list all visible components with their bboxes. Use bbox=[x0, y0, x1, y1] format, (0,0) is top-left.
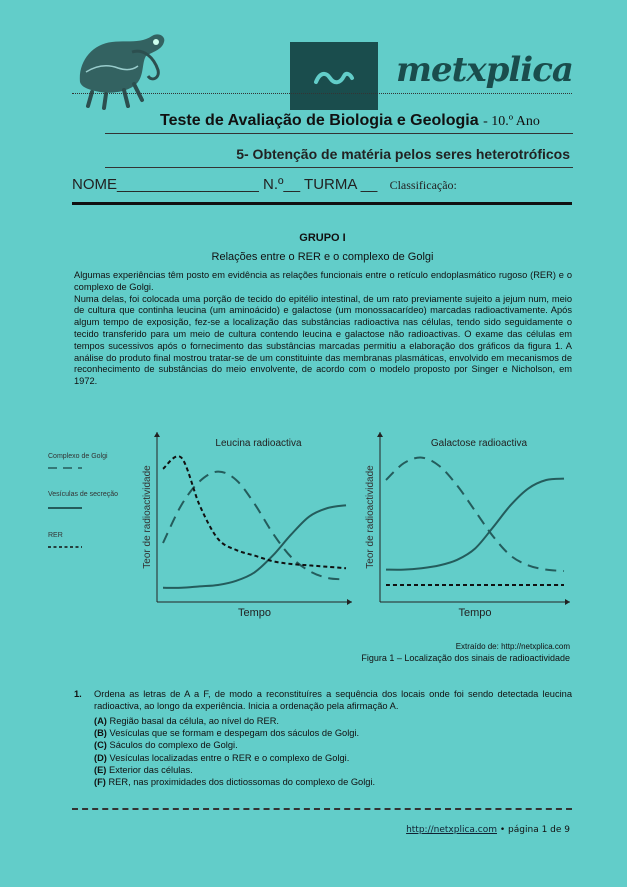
figure-source: Extraído de: http://netxplica.com bbox=[455, 642, 570, 651]
option-item bbox=[94, 764, 572, 776]
option-text: RER, nas proximidades dos dictiossomas do complexo de Golgi. bbox=[108, 777, 376, 788]
chart-title: Leucina radioactiva bbox=[215, 438, 302, 449]
figure-1 bbox=[40, 420, 600, 630]
option-item bbox=[94, 739, 572, 751]
classification-label: Classificação: bbox=[389, 178, 457, 192]
page-number: • página 1 de 9 bbox=[499, 825, 570, 835]
y-axis-arrow bbox=[377, 432, 383, 437]
option-text: Vesículas que se formam e despegam dos sáculos de Golgi. bbox=[109, 728, 360, 739]
option-letter: (F) bbox=[94, 777, 106, 788]
y-axis-arrow bbox=[154, 432, 160, 437]
legend-label-vesicles: Vesículas de secreção bbox=[48, 491, 119, 498]
series-line-dashed bbox=[386, 458, 564, 571]
x-axis-label: Tempo bbox=[458, 607, 492, 619]
title-year: - 10.º Ano bbox=[483, 114, 540, 129]
legend-label-rer: RER bbox=[48, 532, 63, 539]
option-item bbox=[94, 715, 572, 727]
group-title: GRUPO I bbox=[299, 232, 346, 244]
option-text: Vesículas localizadas entre o RER e o complexo de Golgi. bbox=[109, 752, 350, 763]
document-title bbox=[160, 112, 540, 130]
intro-paragraph: Numa delas, foi colocada uma porção de tecido do epitélio intestinal, de um rato previamente sujeito a jejum num, meio de cultura que continha leucina (um aminoácido) e galactose (um monossacarídeo) marcadas radioactivamente. Após algum tempo de exposição, fez-se a localização das substâncias radioactiva nas células, tendo sido seguidamente o tecido transferido para um meio de cultura contendo leucina e galactose não radioactivas. O exame das células em tempos sucessivos após o fornecimento das substâncias marcadas permitiu a elaboração dos gráficos da figura 1. A análise do produto final mostrou tratar-se de um constituinte das membranas plasmáticas, envolvido em mecanismos de reconhecimento de substâncias do meio envolvente, de acordo com o modelo proposto por Singer e Nicholson, em 1972. bbox=[74, 293, 572, 387]
figure-caption: Figura 1 – Localização dos sinais de radioactividade bbox=[361, 653, 570, 663]
y-axis-label: Teor de radioactividade bbox=[142, 465, 153, 569]
section-title: Relações entre o RER e o complexo de Golgi bbox=[211, 251, 434, 263]
chart-title: Galactose radioactiva bbox=[430, 438, 528, 449]
page-footer bbox=[406, 825, 570, 835]
x-axis-arrow bbox=[565, 599, 570, 605]
option-item bbox=[94, 752, 572, 764]
option-letter: (A) bbox=[94, 716, 107, 726]
title-text: Teste de Avaliação de Biologia e Geologia bbox=[160, 112, 479, 129]
option-letter: (C) bbox=[94, 740, 107, 751]
option-item bbox=[94, 727, 572, 739]
chart-galactose bbox=[365, 432, 570, 619]
intro-paragraph: Algumas experiências têm posto em evidência as relações funcionais entre o retículo endoplasmático rugoso (RER) e o complexo de Golgi. bbox=[74, 270, 572, 292]
footer-link[interactable]: http://netxplica.com bbox=[406, 825, 497, 835]
chameleon-logo-icon bbox=[72, 22, 172, 112]
option-text: Exterior das células. bbox=[109, 764, 193, 775]
question-number: 1. bbox=[74, 689, 82, 699]
footer-rule bbox=[72, 808, 572, 810]
chart-legend bbox=[48, 453, 118, 547]
series-line-solid bbox=[386, 479, 564, 570]
option-text: Sáculos do complexo de Golgi. bbox=[109, 740, 238, 751]
question-text: Ordena as letras de A a F, de modo a reconstituíres a sequência dos locais onde foi sendo detectada leucina radioactiva, ao longo da experiência. Inicia a ordenação pela afirmação A. bbox=[94, 689, 572, 711]
answer-options bbox=[94, 715, 572, 788]
header-thick-rule bbox=[72, 202, 572, 205]
x-axis-arrow bbox=[347, 599, 352, 605]
legend-label-golgi: Complexo de Golgi bbox=[48, 453, 108, 460]
question-1 bbox=[74, 688, 572, 788]
chart-leucina bbox=[142, 432, 352, 619]
header-dotted-rule bbox=[72, 93, 572, 94]
x-axis-label: Tempo bbox=[237, 607, 272, 619]
logo-box bbox=[290, 42, 378, 110]
name-number-class-fields: NOME_________________ N.º__ TURMA __ bbox=[72, 176, 378, 193]
logo-wave-icon bbox=[290, 42, 378, 110]
y-axis-label: Teor de radioactividade bbox=[365, 465, 376, 569]
title-rule bbox=[105, 133, 573, 134]
option-item bbox=[94, 776, 572, 788]
intro-text bbox=[74, 270, 572, 388]
option-letter: (E) bbox=[94, 764, 107, 775]
student-fields bbox=[72, 176, 457, 193]
logo-wordmark: metxplica bbox=[396, 50, 573, 90]
option-letter: (D) bbox=[94, 752, 107, 763]
subtitle-rule bbox=[105, 167, 573, 168]
option-letter: (B) bbox=[94, 728, 107, 739]
document-subtitle: 5- Obtenção de matéria pelos seres heterotróficos bbox=[236, 146, 570, 162]
series-line-dashed bbox=[163, 472, 346, 580]
option-text: Região basal da célula, ao nível do RER. bbox=[109, 716, 280, 726]
